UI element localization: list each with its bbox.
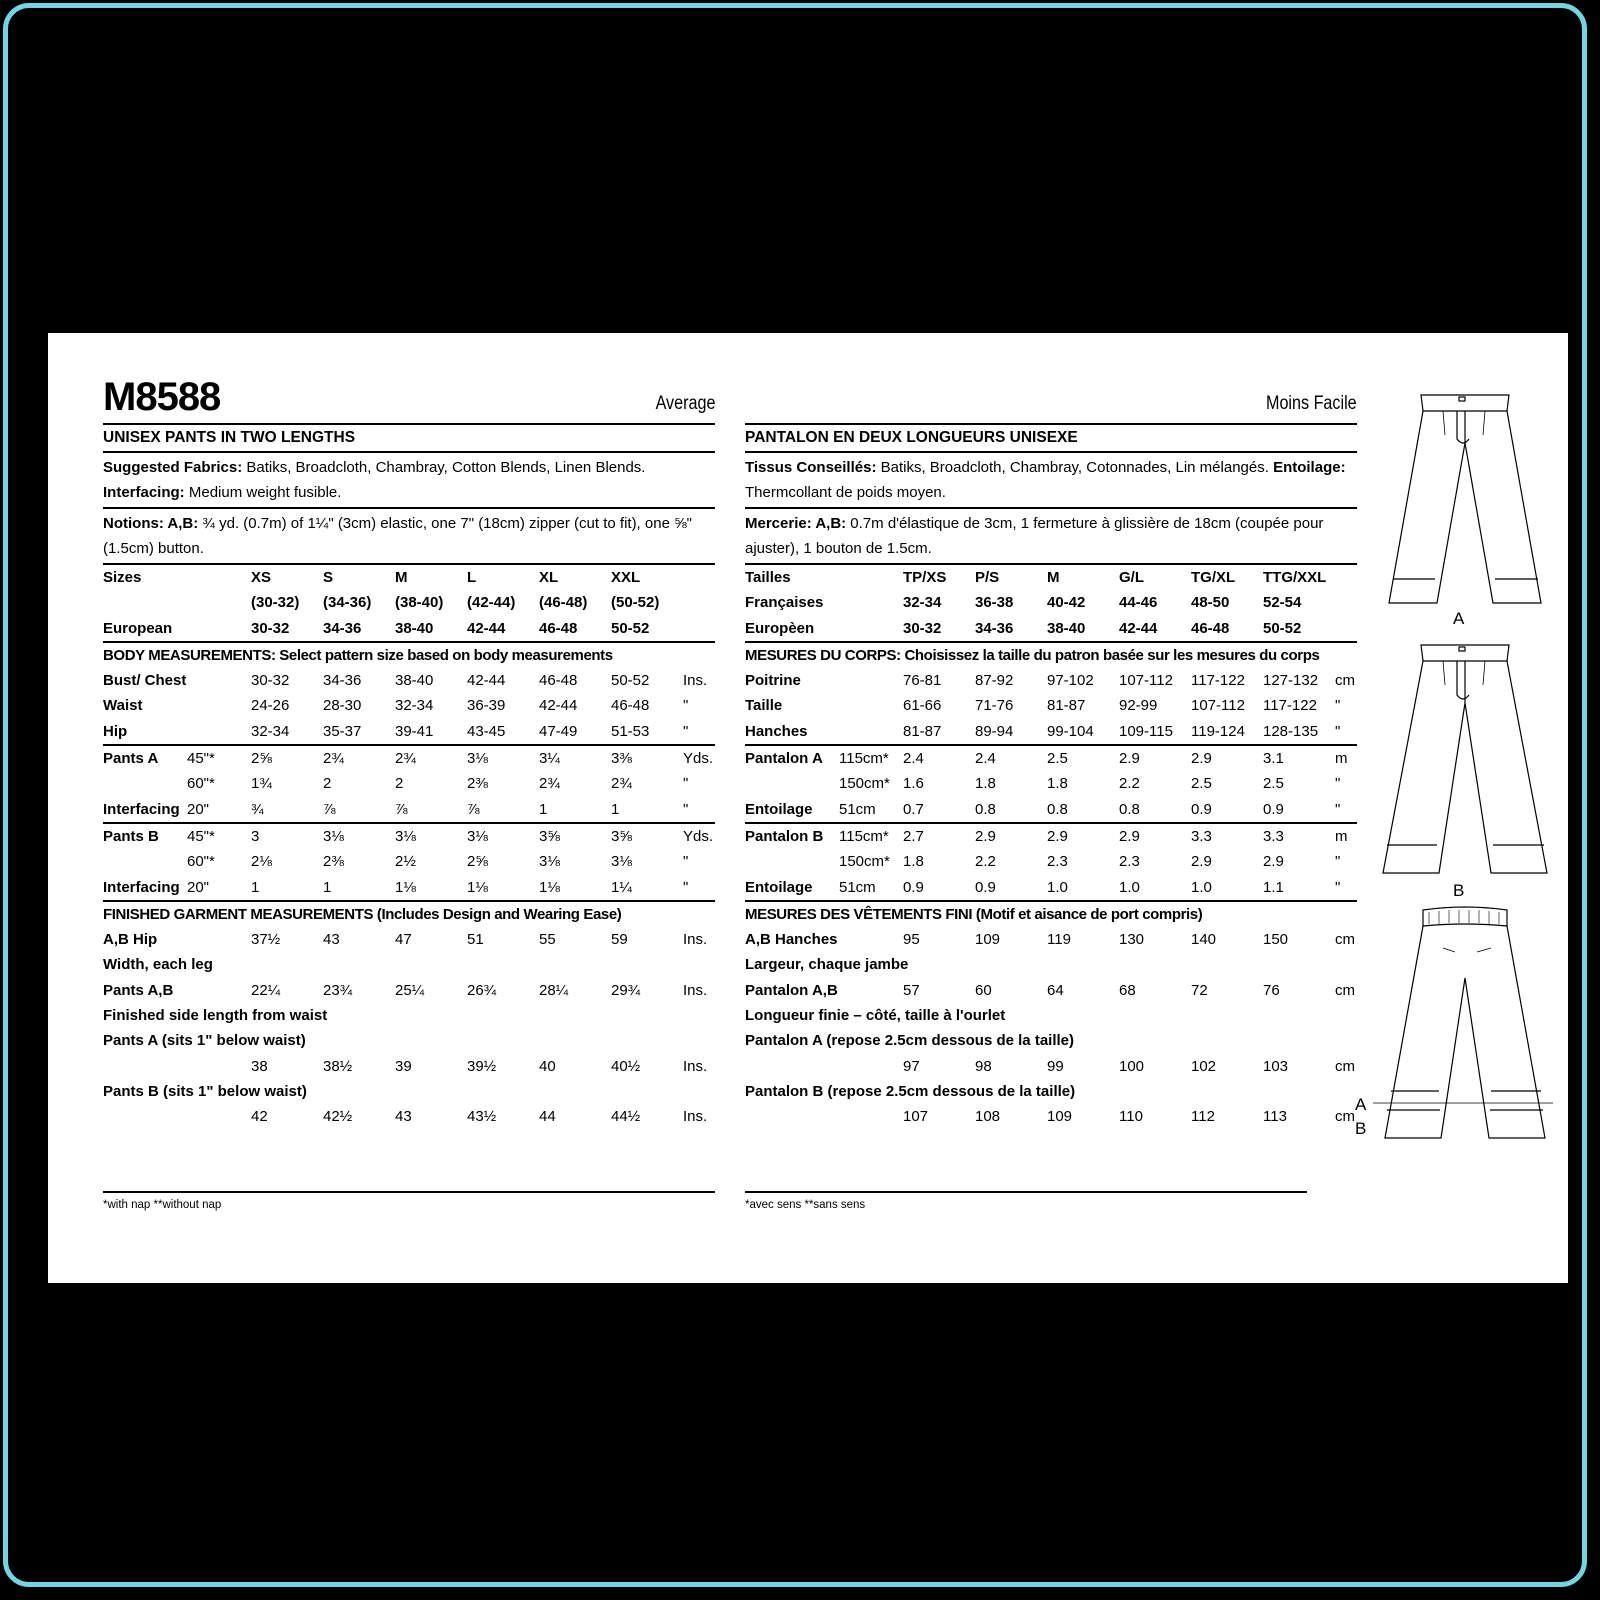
- sizes-row-fr: Tailles TP/XS P/S M G/L TG/XL TTG/XXL: [745, 569, 1327, 586]
- size-value: 1.6: [903, 775, 924, 793]
- measurement-row: [745, 849, 1357, 874]
- size-value: 107-112: [1191, 697, 1245, 715]
- width-label-row-fr: Largeur, chaque jambe: [745, 956, 909, 974]
- size-value: 32-34: [251, 722, 290, 740]
- unit-label: ": [683, 853, 689, 871]
- size-value: ¾: [251, 800, 264, 818]
- size-value: 32-34: [395, 697, 434, 715]
- pants-b-yardage-rows: [103, 824, 715, 900]
- size-value: 42-44: [467, 672, 506, 690]
- row-sublabel: 51cm: [839, 878, 876, 896]
- footnote-area-fr: [745, 1191, 1307, 1211]
- size-value: 0.8: [1047, 800, 1068, 818]
- size-value: 2.3: [1119, 853, 1140, 871]
- width-row: Pants A,B 22¼ 23¾ 25¼ 26¾ 28¼ 29¾ Ins.: [103, 981, 708, 999]
- size-value: 50-52: [611, 672, 650, 690]
- measurement-row: [103, 875, 715, 900]
- row-sublabel: [187, 668, 251, 693]
- unit-label: ": [1335, 800, 1341, 818]
- size-value: 97-102: [1047, 672, 1094, 690]
- pants-b-length-label-row-fr: Pantalon B (repose 2.5cm dessous de la taille): [745, 1082, 1076, 1100]
- image-frame: [3, 3, 1587, 1587]
- size-value: 38-40: [395, 672, 434, 690]
- size-value: 76-81: [903, 672, 942, 690]
- size-value: 0.8: [975, 800, 996, 818]
- size-value: 1.0: [1047, 878, 1068, 896]
- size-value: ⅞: [467, 800, 480, 818]
- row-sublabel: 45"*: [187, 827, 215, 845]
- unit-label: ": [1335, 722, 1341, 740]
- header: [103, 375, 715, 417]
- sizes-table: [103, 565, 715, 641]
- unit-label: ": [683, 775, 689, 793]
- size-value: 99-104: [1047, 722, 1094, 740]
- pattern-title: UNISEX PANTS IN TWO LENGTHS: [103, 429, 356, 446]
- row-sublabel: [839, 668, 903, 693]
- size-value: 0.9: [903, 878, 924, 896]
- size-value: 2.9: [1119, 827, 1140, 845]
- measurement-row: [103, 849, 715, 874]
- measurement-row: [745, 746, 1357, 771]
- difficulty-level: Average: [655, 393, 715, 414]
- pants-a-length-row: 38 38½ 39 39½ 40 40½ Ins.: [251, 1057, 708, 1075]
- row-sublabel: 20": [187, 800, 210, 818]
- sizes-row: Sizes XS S M L XL XXL: [103, 569, 641, 586]
- size-value: 1: [539, 800, 548, 818]
- view-b-label: B: [1453, 881, 1465, 900]
- size-value: 1.0: [1119, 878, 1140, 896]
- footnote-area: [103, 1191, 715, 1211]
- pants-a-length-label-row: Pants A (sits 1" below waist): [103, 1032, 306, 1050]
- finished-measurements-title: FINISHED GARMENT MEASUREMENTS (Includes Design and Wearing Ease): [103, 905, 622, 923]
- size-value: 89-94: [975, 722, 1014, 740]
- measurement-row: [745, 771, 1357, 796]
- row-label: Pantalon A: [745, 750, 823, 768]
- hip-row-fr: A,B Hanches 95 109 119 130 140 150 cm: [745, 931, 1355, 949]
- row-sublabel: 115cm*: [839, 750, 889, 768]
- size-value: 3.1: [1263, 750, 1284, 768]
- notions: Notions: A,B: ¾ yd. (0.7m) of 1¼" (3cm) elastic, one 7" (18cm) zipper (cut to fit), one ⅝" (1.5cm) button.: [103, 515, 692, 557]
- row-label: [103, 771, 187, 796]
- row-sublabel: 51cm: [839, 800, 876, 818]
- size-value: 42-44: [539, 697, 578, 715]
- view-a-label: A: [1453, 609, 1465, 628]
- unit-label: m: [1335, 750, 1348, 768]
- size-value: 3⅛: [323, 827, 344, 845]
- size-value: 2.5: [1263, 775, 1284, 793]
- pants-b-length-row-fr: 107 108 109 110 112 113 cm: [903, 1108, 1355, 1126]
- size-value: 2.3: [1047, 853, 1068, 871]
- size-value: 1⅛: [395, 878, 416, 896]
- size-value: 28-30: [323, 697, 362, 715]
- row-sublabel: 60"*: [187, 853, 215, 871]
- size-value: 128-135: [1263, 722, 1319, 740]
- size-value: 3⅛: [539, 853, 560, 871]
- notions-fr: Mercerie: A,B: 0.7m d'élastique de 3cm, 1 fermeture à glissière de 18cm (coupée pour ajuster), 1 bouton de 1.5cm.: [745, 515, 1324, 557]
- size-value: 2⅜: [323, 853, 344, 871]
- size-value: 2: [395, 775, 404, 793]
- unit-label: ": [683, 878, 689, 896]
- size-value: ⅞: [323, 800, 336, 818]
- size-value: 1.8: [975, 775, 996, 793]
- row-sublabel: [187, 719, 251, 744]
- size-value: 2.4: [975, 750, 996, 768]
- size-value: 61-66: [903, 697, 942, 715]
- measurement-row: [103, 746, 715, 771]
- view-ab-label-a: A: [1355, 1095, 1367, 1114]
- unit-label: m: [1335, 827, 1348, 845]
- size-value: 3⅛: [467, 750, 488, 768]
- row-sublabel: [839, 693, 903, 718]
- size-value: 46-48: [611, 697, 650, 715]
- measurement-row: [103, 771, 715, 796]
- size-value: 87-92: [975, 672, 1014, 690]
- row-label: Hanches: [745, 722, 808, 740]
- header-fr: [745, 375, 1357, 417]
- technical-drawings: [1355, 383, 1553, 1163]
- size-value: 1.0: [1191, 878, 1212, 896]
- row-label: Pants A: [103, 750, 159, 768]
- european-row: European 30-32 34-36 38-40 42-44 46-48 50-52: [103, 619, 650, 637]
- measurement-row: [745, 668, 1357, 693]
- pattern-title-fr: PANTALON EN DEUX LONGUEURS UNISEXE: [745, 429, 1078, 446]
- size-value: 0.9: [1263, 800, 1284, 818]
- size-value: 3.3: [1191, 827, 1212, 845]
- difficulty-level-fr: Moins Facile: [1266, 393, 1357, 414]
- size-value: 1⅛: [467, 878, 488, 896]
- unit-label: ": [683, 697, 689, 715]
- footnote-fr: *avec sens **sans sens: [745, 1199, 866, 1211]
- size-value: 2¾: [539, 775, 560, 793]
- size-value: 2¾: [611, 775, 632, 793]
- measurement-row: [103, 693, 715, 718]
- measurement-row: [745, 797, 1357, 822]
- english-content: [103, 423, 715, 1130]
- size-value: 2.5: [1047, 750, 1068, 768]
- size-value: 1: [251, 878, 260, 896]
- row-sublabel: [839, 719, 903, 744]
- row-sublabel: 150cm*: [839, 853, 890, 871]
- size-value: 81-87: [903, 722, 942, 740]
- unit-label: ": [1335, 775, 1341, 793]
- size-ranges-row: (30-32) (34-36) (38-40) (42-44) (46-48) (50-52): [251, 594, 660, 612]
- body-measurements-title-fr: MESURES DU CORPS: Choisissez la taille du patron basée sur les mesures du corps: [745, 646, 1320, 664]
- measurement-row: [745, 693, 1357, 718]
- size-value: 3.3: [1263, 827, 1284, 845]
- size-value: 3¼: [539, 750, 560, 768]
- size-value: 43-45: [467, 722, 506, 740]
- measurement-row: [745, 719, 1357, 744]
- size-value: 2.7: [903, 827, 924, 845]
- size-value: 3⅛: [611, 853, 632, 871]
- size-value: 109-115: [1119, 722, 1173, 740]
- pants-b-length-label-row: Pants B (sits 1" below waist): [103, 1082, 307, 1100]
- row-label: Interfacing: [103, 800, 180, 818]
- size-value: 2.2: [975, 853, 996, 871]
- unit-label: cm: [1335, 672, 1355, 690]
- francaises-row: Françaises 32-34 36-38 40-42 44-46 48-50 52-54: [745, 594, 1302, 612]
- row-label: Taille: [745, 697, 783, 715]
- pants-a-length-label-row-fr: Pantalon A (repose 2.5cm dessous de la taille): [745, 1032, 1074, 1050]
- size-value: 47-49: [539, 722, 578, 740]
- size-value: 51-53: [611, 722, 650, 740]
- size-value: 1.8: [1047, 775, 1068, 793]
- measurement-row: [103, 797, 715, 822]
- size-value: 3⅛: [467, 827, 488, 845]
- row-label: Poitrine: [745, 672, 801, 690]
- pants-a-yardage-rows: [103, 746, 715, 822]
- width-label-row: Width, each leg: [103, 956, 213, 974]
- hip-row: A,B Hip 37½ 43 47 51 55 59 Ins.: [103, 931, 708, 949]
- unit-label: ": [683, 722, 689, 740]
- size-value: 1¾: [251, 775, 272, 793]
- size-value: 0.9: [975, 878, 996, 896]
- row-label: [103, 849, 187, 874]
- row-sublabel: [187, 693, 251, 718]
- size-value: 3⅝: [611, 827, 632, 845]
- size-value: 2.9: [1191, 853, 1212, 871]
- pants-b-yardage-rows-fr: [745, 824, 1357, 900]
- body-measurements-rows-fr: [745, 668, 1357, 744]
- pants-a-drawing: [1373, 383, 1553, 613]
- size-value: 127-132: [1263, 672, 1319, 690]
- body-measurements-rows: [103, 668, 715, 744]
- width-row-fr: Pantalon A,B 57 60 64 68 72 76 cm: [745, 981, 1355, 999]
- size-value: 2.4: [903, 750, 924, 768]
- size-value: 36-39: [467, 697, 506, 715]
- size-value: 92-99: [1119, 697, 1158, 715]
- row-sublabel: 60"*: [187, 775, 215, 793]
- size-value: 107-112: [1119, 672, 1173, 690]
- european-row-fr: Europèen 30-32 34-36 38-40 42-44 46-48 50-52: [745, 619, 1302, 637]
- size-value: 1⅛: [539, 878, 560, 896]
- size-value: 2.9: [1119, 750, 1140, 768]
- pants-a-yardage-rows-fr: [745, 746, 1357, 822]
- row-label: [745, 771, 839, 796]
- side-length-label-row-fr: Longueur finie – côté, taille à l'ourlet: [745, 1007, 1006, 1025]
- size-value: 46-48: [539, 672, 578, 690]
- unit-label: ": [1335, 878, 1341, 896]
- size-value: 2⅜: [467, 775, 488, 793]
- row-label: Entoilage: [745, 800, 813, 818]
- size-value: 2.9: [1263, 853, 1284, 871]
- pants-a-length-row-fr: 97 98 99 100 102 103 cm: [903, 1057, 1355, 1075]
- row-label: Pants B: [103, 827, 159, 845]
- measurement-row: [103, 719, 715, 744]
- size-value: 0.9: [1191, 800, 1212, 818]
- unit-label: Yds.: [683, 750, 714, 768]
- unit-label: ": [683, 800, 689, 818]
- row-sublabel: 150cm*: [839, 775, 890, 793]
- size-value: 3⅝: [539, 827, 560, 845]
- size-value: 3: [251, 827, 260, 845]
- suggested-fabrics-fr: Tissus Conseillés: Batiks, Broadcloth, Chambray, Cotonnades, Lin mélangés. Entoilage: Thermcollant de poids moyen.: [745, 459, 1346, 501]
- suggested-fabrics: Suggested Fabrics: Batiks, Broadcloth, Chambray, Cotton Blends, Linen Blends. Interfacing: Medium weight fusible.: [103, 459, 646, 501]
- size-value: 1: [323, 878, 332, 896]
- row-label: Entoilage: [745, 878, 813, 896]
- size-value: 2: [323, 775, 332, 793]
- size-value: 24-26: [251, 697, 290, 715]
- size-value: 2.9: [1191, 750, 1212, 768]
- size-value: 1¼: [611, 878, 632, 896]
- size-value: 1: [611, 800, 620, 818]
- row-label: Waist: [103, 697, 143, 715]
- measurement-row: [745, 875, 1357, 900]
- size-value: 2⅛: [251, 853, 272, 871]
- size-value: 34-36: [323, 672, 362, 690]
- footnote: *with nap **without nap: [103, 1199, 222, 1211]
- size-value: 0.7: [903, 800, 924, 818]
- row-label: Interfacing: [103, 878, 180, 896]
- row-sublabel: 45"*: [187, 750, 215, 768]
- size-value: 2.2: [1119, 775, 1140, 793]
- view-ab-label-b: B: [1355, 1119, 1367, 1138]
- pattern-number: M8588: [103, 375, 221, 419]
- size-value: 30-32: [251, 672, 290, 690]
- size-value: 117-122: [1191, 672, 1245, 690]
- measurement-row: [103, 668, 715, 693]
- size-value: 35-37: [323, 722, 362, 740]
- pants-b-length-row: 42 42½ 43 43½ 44 44½ Ins.: [251, 1108, 708, 1126]
- size-value: 71-76: [975, 697, 1014, 715]
- body-measurements-title: BODY MEASUREMENTS: Select pattern size based on body measurements: [103, 646, 613, 664]
- size-value: 117-122: [1263, 697, 1317, 715]
- measurement-row: [103, 824, 715, 849]
- sizes-table-fr: [745, 565, 1357, 641]
- size-value: 1.1: [1263, 878, 1284, 896]
- row-label: Bust/ Chest: [103, 672, 187, 690]
- pants-b-drawing: [1373, 633, 1553, 883]
- size-value: 3⅜: [611, 750, 632, 768]
- row-label: Pantalon B: [745, 827, 824, 845]
- pattern-envelope-back: [48, 333, 1568, 1283]
- size-value: 3⅛: [395, 827, 416, 845]
- size-value: 119-124: [1191, 722, 1245, 740]
- row-sublabel: 20": [187, 878, 210, 896]
- size-value: 2.9: [1047, 827, 1068, 845]
- size-value: 2⅝: [467, 853, 488, 871]
- size-value: 2⅝: [251, 750, 272, 768]
- size-value: ⅞: [395, 800, 408, 818]
- size-value: 2¾: [323, 750, 344, 768]
- size-value: 2.5: [1191, 775, 1212, 793]
- size-value: 81-87: [1047, 697, 1086, 715]
- pants-back-drawing: [1373, 898, 1553, 1148]
- finished-measurements-title-fr: MESURES DES VÊTEMENTS FINI (Motif et aisance de port compris): [745, 905, 1203, 923]
- unit-label: ": [1335, 853, 1341, 871]
- measurement-row: [745, 824, 1357, 849]
- size-value: 2.9: [975, 827, 996, 845]
- size-value: 2½: [395, 853, 416, 871]
- size-value: 1.8: [903, 853, 924, 871]
- french-content: [745, 423, 1357, 1130]
- size-value: 39-41: [395, 722, 434, 740]
- row-label: [745, 849, 839, 874]
- unit-label: ": [1335, 697, 1341, 715]
- size-value: 0.8: [1119, 800, 1140, 818]
- row-label: Hip: [103, 722, 128, 740]
- row-sublabel: 115cm*: [839, 827, 889, 845]
- side-length-label-row: Finished side length from waist: [103, 1007, 328, 1025]
- unit-label: Ins.: [683, 672, 708, 690]
- unit-label: Yds.: [683, 827, 714, 845]
- size-value: 2¾: [395, 750, 416, 768]
